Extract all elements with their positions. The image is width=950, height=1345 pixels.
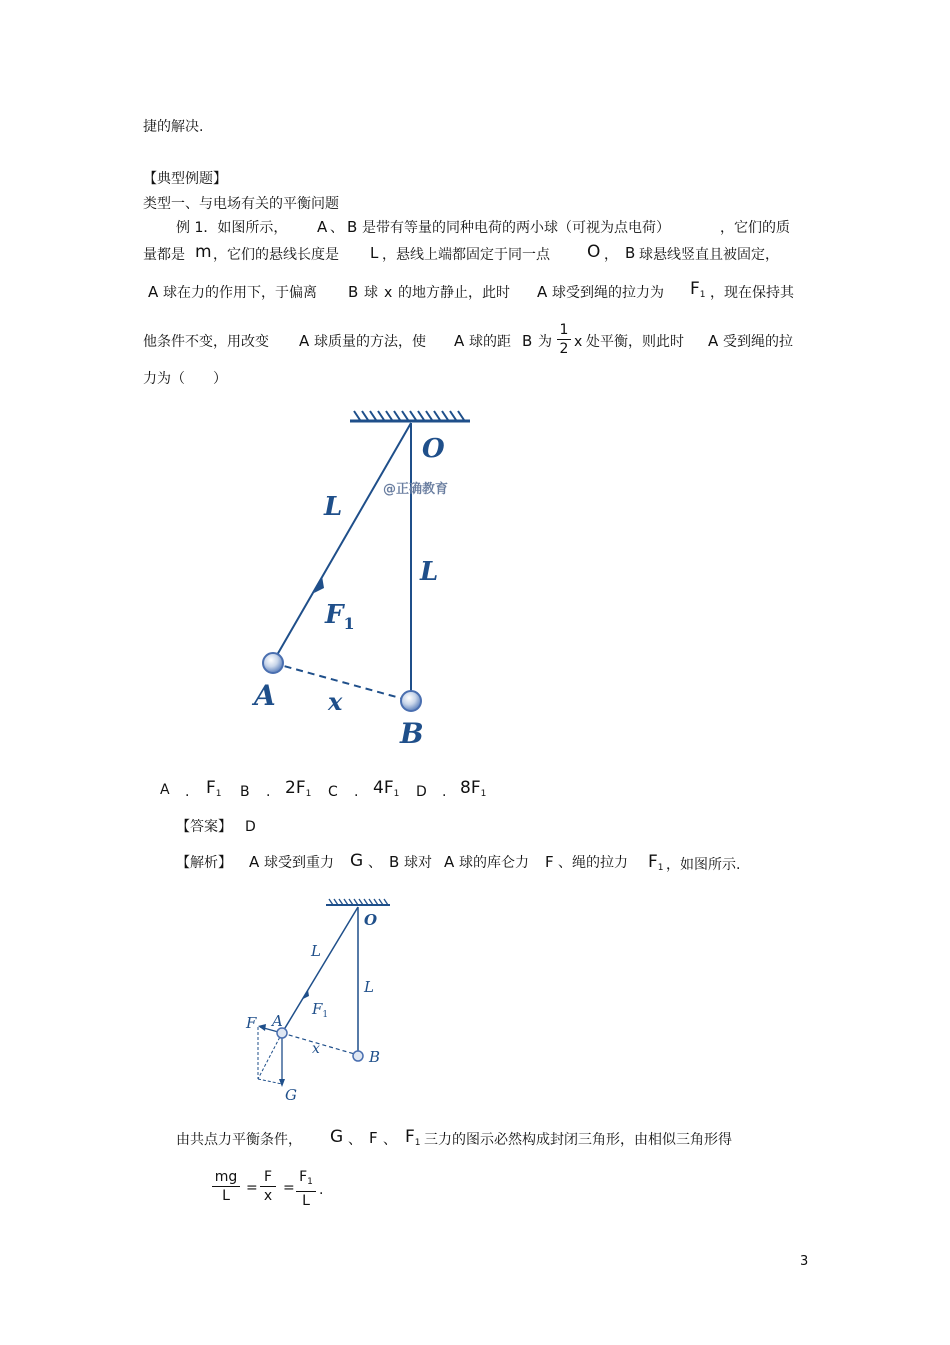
fraction-mg-over-l: mg L (212, 1169, 240, 1204)
label-x: x (312, 1041, 320, 1057)
option-dot: . (354, 784, 359, 800)
resultant-dashed (258, 1033, 282, 1079)
example-text: 是带有等量的同种电荷的两小球（可视为点电荷） (362, 220, 670, 236)
var-b: B (389, 853, 400, 871)
label-l-left: L (311, 942, 321, 960)
example-text: 量都是 (143, 247, 185, 263)
example-text: 例 1．如图所示， (176, 220, 288, 236)
analysis-text: 、 (368, 855, 382, 871)
option-c-value: $4F_1$ (373, 778, 400, 799)
var-x: x (384, 285, 393, 301)
pendulum-figure-main (240, 405, 490, 765)
answer-label: 【答案】 (176, 819, 232, 835)
var-a: A (148, 283, 159, 301)
example-text: ， (604, 247, 618, 263)
intro-tail-text: 捷的解决. (143, 119, 204, 135)
option-dot: . (442, 784, 447, 800)
label-o: O (422, 434, 445, 464)
arrow-f (258, 1024, 266, 1031)
label-f: F (246, 1014, 257, 1032)
example-text: 受到绳的拉 (723, 334, 793, 350)
example-text: ，悬线上端都固定于同一点 (382, 247, 550, 263)
conclusion-text: 由共点力平衡条件， (176, 1132, 302, 1148)
var-a: A (708, 332, 719, 350)
label-g: G (285, 1086, 297, 1104)
answer-value: D (245, 819, 256, 835)
label-l-left: L (324, 492, 343, 522)
fraction-f1-over-l: $F_1$ L (296, 1169, 316, 1209)
fraction-half: 1 2 (557, 322, 571, 357)
ceiling-support (326, 899, 390, 905)
conclusion-text: 、 (348, 1132, 362, 1148)
var-x: x (574, 334, 583, 350)
label-o: O (364, 911, 378, 929)
label-f1: $F_1$ (312, 1000, 329, 1020)
label-l-right: L (420, 557, 439, 587)
option-b-letter: B (240, 784, 250, 800)
var-b: B (348, 283, 359, 301)
example-text: 的地方静止，此时 (398, 285, 510, 301)
option-b-value: $2F_1$ (285, 778, 312, 799)
var-m: m (195, 242, 212, 262)
var-f1: $F_1$ (648, 852, 664, 873)
example-line-5: 力为（ ） (143, 371, 227, 387)
option-dot: . (266, 784, 271, 800)
conclusion-text: 三力的图示必然构成封闭三角形，由相似三角形得 (424, 1132, 732, 1148)
example-text: ，它们的质 (720, 220, 790, 236)
pendulum-force-diagram (238, 895, 408, 1105)
var-g: G (330, 1127, 344, 1147)
ball-a (263, 653, 283, 673)
var-f1: $F_1$ (690, 279, 706, 300)
analysis-text: 、绳的拉力 (558, 855, 628, 871)
ball-b (353, 1051, 363, 1061)
var-b: B (522, 332, 533, 350)
example-text: ，它们的悬线长度是 (213, 247, 339, 263)
arrow-f1 (303, 990, 309, 999)
analysis-text: ，如图所示. (666, 857, 741, 873)
ceiling-support (350, 411, 470, 421)
arrow-f1 (314, 576, 324, 593)
var-b: B (347, 218, 358, 236)
example-text: 为 (538, 334, 552, 350)
watermark: @正确教育 (383, 482, 449, 497)
equals-sign: = (283, 1180, 295, 1196)
example-text: 处平衡，则此时 (586, 334, 684, 350)
option-c-letter: C (328, 784, 338, 800)
var-o: O (587, 242, 601, 262)
label-f1: $F_1$ (325, 600, 355, 633)
example-text: 球受到绳的拉力为 (552, 285, 664, 301)
page-number: 3 (800, 1254, 809, 1269)
analysis-label: 【解析】 (176, 855, 232, 871)
option-d-letter: D (416, 784, 427, 800)
dashed-helper (258, 1079, 282, 1084)
label-x: x (328, 687, 343, 716)
var-f: F (545, 853, 554, 871)
option-d-value: $8F_1$ (460, 778, 487, 799)
var-a: A (537, 283, 548, 301)
distance-line-x (282, 1033, 358, 1055)
label-b: B (369, 1048, 381, 1066)
equals-sign: = (246, 1180, 258, 1196)
option-dot: . (185, 784, 190, 800)
type-heading: 类型一、与电场有关的平衡问题 (143, 196, 339, 212)
var-a: A (317, 218, 328, 236)
fraction-f-over-x: F x (260, 1169, 276, 1204)
example-text: 、 (330, 220, 344, 236)
var-b: B (625, 244, 636, 262)
var-a: A (454, 332, 465, 350)
ball-b (401, 691, 421, 711)
label-b: B (400, 717, 424, 750)
var-a: A (444, 853, 455, 871)
example-text: 球质量的方法，使 (314, 334, 426, 350)
example-text: 球在力的作用下，于偏离 (163, 285, 317, 301)
analysis-text: 球对 (404, 855, 432, 871)
option-a-letter: A (160, 782, 170, 798)
example-text: 球的距 (469, 334, 511, 350)
var-g: G (350, 851, 364, 871)
example-text: 他条件不变，用改变 (143, 334, 269, 350)
option-a-value: $F_1$ (206, 778, 222, 799)
var-l: L (370, 244, 379, 262)
example-text: 球 (364, 285, 378, 301)
example-text: 球悬线竖直且被固定， (639, 247, 779, 263)
var-a: A (299, 332, 310, 350)
var-a: A (249, 853, 260, 871)
section-header: 【典型例题】 (143, 171, 227, 187)
example-text: ，现在保持其 (710, 285, 794, 301)
label-a: A (254, 679, 276, 712)
label-l-right: L (364, 978, 374, 996)
analysis-text: 球受到重力 (264, 855, 334, 871)
label-a: A (272, 1012, 283, 1030)
var-f: F (369, 1129, 378, 1147)
analysis-text: 球的库仑力 (459, 855, 529, 871)
equation-period: . (319, 1182, 324, 1198)
var-f1: $F_1$ (405, 1127, 421, 1148)
conclusion-text: 、 (383, 1132, 397, 1148)
